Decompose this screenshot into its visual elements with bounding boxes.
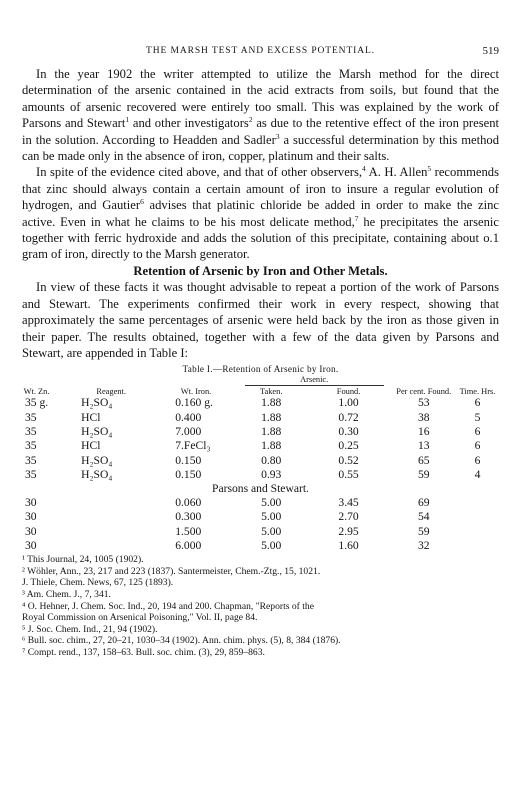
table-cell: 69 xyxy=(417,496,430,510)
table-cell: HCl xyxy=(81,439,101,453)
table-cell: 54 xyxy=(417,510,430,524)
table-cell: 6 xyxy=(474,439,481,453)
table-cell: 0.300 xyxy=(175,510,202,524)
col-header: Wt. Zn. xyxy=(23,387,50,397)
table-row xyxy=(22,411,499,425)
arsenic-group-header: Arsenic. xyxy=(300,375,329,385)
table-cell xyxy=(456,510,499,524)
table-cell: 35 xyxy=(25,424,37,438)
running-title: THE MARSH TEST AND EXCESS POTENTIAL. xyxy=(146,46,375,56)
footnote-ref: 4 xyxy=(362,164,366,174)
retention-table xyxy=(22,375,499,553)
table-cell: 6 xyxy=(474,424,481,438)
table-cell: 5.00 xyxy=(261,538,282,552)
table-cell: 5 xyxy=(474,410,481,424)
table-cell xyxy=(67,525,155,539)
table-cell: 5.00 xyxy=(261,496,282,510)
table-cell: 7.FeCl₃ xyxy=(175,439,211,453)
table-cell: 7.000 xyxy=(175,424,202,438)
table-cell: 2.70 xyxy=(338,510,359,524)
table-cell: 0.72 xyxy=(338,410,359,424)
paragraph-1: In the year 1902 the writer attempted to utilize the Marsh method for the direct determination of the arsenic contained in the acid extracts from soils, but found that the amounts of arsenic recovered were entirely too small. This was explained by the work of Parsons and Stewart$^1$ and other investigators$^2$ as due to the retentive effect of the iron present in the solution. According to Headden and Sadler$^3$ a successful determination by this method can be made only in the absence of iron, copper, platinum and their salts. xyxy=(22,67,500,164)
table-cell: 0.55 xyxy=(338,467,359,481)
running-header xyxy=(22,46,499,60)
table-row xyxy=(22,468,499,482)
table-cell: 1.88 xyxy=(261,410,282,424)
footnote-ref: 3 xyxy=(275,131,280,141)
table-cell: H₂SO₄ xyxy=(81,467,113,481)
table-row xyxy=(22,525,499,539)
footnote: Royal Commission on Arsenical Poisoning," Vol. II, page 84. xyxy=(22,612,258,624)
table-cell: 0.150 xyxy=(175,453,202,467)
table-cell: 4 xyxy=(474,467,481,481)
table-cell: 35 xyxy=(25,410,37,424)
table-cell: 1.88 xyxy=(261,396,282,410)
paragraph-2: In spite of the evidence cited above, and that of other observers,$^4$ A. H. Allen$^5$ recommends that zinc should always contain a certain amount of iron to insure a regular evolution of hydrogen, and Gautier$^6$ advises that platinic chloride be added in order to make the zinc active. Even in what he claims to be his most delicate method,$^7$ he precipitates the arsenic together with ferric hydroxide and adds the solution of this precipitate, containing about o.1 gram of iron, directly to the Marsh generator. xyxy=(22,164,499,262)
table-cell: 38 xyxy=(417,410,430,424)
col-header: Found. xyxy=(336,387,361,397)
footnote-ref: 5 xyxy=(427,164,432,174)
table-cell xyxy=(67,539,155,553)
table-cell: 53 xyxy=(417,396,430,410)
table-cell: 0.160 g. xyxy=(175,396,213,410)
table-cell: 30 xyxy=(25,496,37,510)
table-cell: 0.30 xyxy=(338,424,359,438)
table-header-row xyxy=(22,387,499,396)
table-cell: 2.95 xyxy=(338,524,359,538)
table-cell: H₂SO₄ xyxy=(81,453,113,467)
footnote: ⁴ O. Hehner, J. Chem. Soc. Ind., 20, 194 and 200. Chapman, "Reports of the xyxy=(22,600,314,612)
table-cell: 1.00 xyxy=(338,396,359,410)
table-cell: 0.52 xyxy=(338,453,359,467)
table-cell: 1.88 xyxy=(261,439,282,453)
footnote-ref: 1 xyxy=(125,115,130,125)
table-cell xyxy=(456,496,499,510)
table-cell: 6 xyxy=(474,396,481,410)
table-cell: 0.25 xyxy=(338,439,359,453)
page-number: 519 xyxy=(482,45,499,57)
table-cell xyxy=(456,539,499,553)
table-row xyxy=(22,510,499,524)
col-header: Wt. Iron. xyxy=(180,387,212,397)
table-cell: 0.93 xyxy=(261,467,282,481)
table-row xyxy=(22,539,499,553)
table-cell: 32 xyxy=(417,538,430,552)
footnote: ⁶ Bull. soc. chim., 27, 20–21, 1030–34 (1902). Ann. chim. phys. (5), 8, 384 (1876). xyxy=(22,635,341,647)
footnote-ref: 7 xyxy=(354,213,359,223)
table-cell: 30 xyxy=(25,524,37,538)
table-cell: 35 g. xyxy=(25,396,49,410)
table-cell: HCl xyxy=(81,410,101,424)
table-cell: 65 xyxy=(417,453,430,467)
table-row xyxy=(22,396,499,410)
col-header: Per cent. Found. xyxy=(396,387,452,397)
table-cell: 13 xyxy=(417,439,430,453)
table-caption: Table I.—Retention of Arsenic by Iron. xyxy=(182,364,339,375)
table-cell: 35 xyxy=(25,439,37,453)
table-row xyxy=(22,454,499,468)
table-cell: 30 xyxy=(25,538,37,552)
col-header: Taken. xyxy=(260,387,283,397)
table-cell: H₂SO₄ xyxy=(81,396,113,410)
table-cell: 59 xyxy=(417,524,430,538)
table-cell: 6.000 xyxy=(175,538,202,552)
table-cell: 3.45 xyxy=(338,496,359,510)
table-cell: 5.00 xyxy=(261,524,282,538)
table-cell: 35 xyxy=(25,467,37,481)
table-row xyxy=(22,496,499,510)
table-row xyxy=(22,425,499,439)
footnote: J. Thiele, Chem. News, 67, 125 (1893). xyxy=(22,577,174,589)
table-cell: 0.150 xyxy=(175,467,202,481)
table-cell: 0.060 xyxy=(175,496,202,510)
table-subheading: Parsons and Stewart. xyxy=(212,482,309,496)
table-row xyxy=(22,439,499,453)
section-heading: Retention of Arsenic by Iron and Other Metals. xyxy=(133,263,388,278)
table-cell: H₂SO₄ xyxy=(81,424,113,438)
footnote: ⁷ Compt. rend., 137, 158–63. Bull. soc. chim. (3), 29, 859–863. xyxy=(22,647,265,659)
table-cell xyxy=(456,525,499,539)
footnote: ² Wöhler, Ann., 23, 217 and 223 (1837). Santermeister, Chem.-Ztg., 15, 1021. xyxy=(22,565,321,577)
footnote: ³ Am. Chem. J., 7, 341. xyxy=(22,589,111,601)
table-cell: 59 xyxy=(417,467,430,481)
table-cell: 1.88 xyxy=(261,424,282,438)
footnote: ⁵ J. Soc. Chem. Ind., 21, 94 (1902). xyxy=(22,623,158,635)
table-cell: 30 xyxy=(25,510,37,524)
table-cell: 5.00 xyxy=(261,510,282,524)
paragraph-3: In view of these facts it was thought advisable to repeat a portion of the work of Parsons and Stewart. The experiments confirmed their work in every respect, showing that approximately the same percentages of arsenic were held back by the iron as those given in their paper. The results obtained, together with a few of the data given by Parsons and Stewart, are appended in Table I: xyxy=(22,280,499,360)
table-cell xyxy=(67,510,155,524)
table-cell: 16 xyxy=(417,424,430,438)
table-cell xyxy=(67,496,155,510)
table-cell: 1.500 xyxy=(175,524,202,538)
footnote-ref: 2 xyxy=(248,115,253,125)
footnote-ref: 6 xyxy=(140,197,144,207)
table-cell: 6 xyxy=(474,453,481,467)
table-cell: 35 xyxy=(25,453,37,467)
article-body xyxy=(22,66,499,659)
footnotes xyxy=(22,554,499,658)
table-cell: 1.60 xyxy=(338,538,359,552)
col-header: Reagent. xyxy=(96,387,126,397)
table-cell: 0.80 xyxy=(261,453,282,467)
footnote: ¹ This Journal, 24, 1005 (1902). xyxy=(22,554,144,566)
table-cell: 0.400 xyxy=(175,410,202,424)
col-header: Time. Hrs. xyxy=(459,387,496,397)
